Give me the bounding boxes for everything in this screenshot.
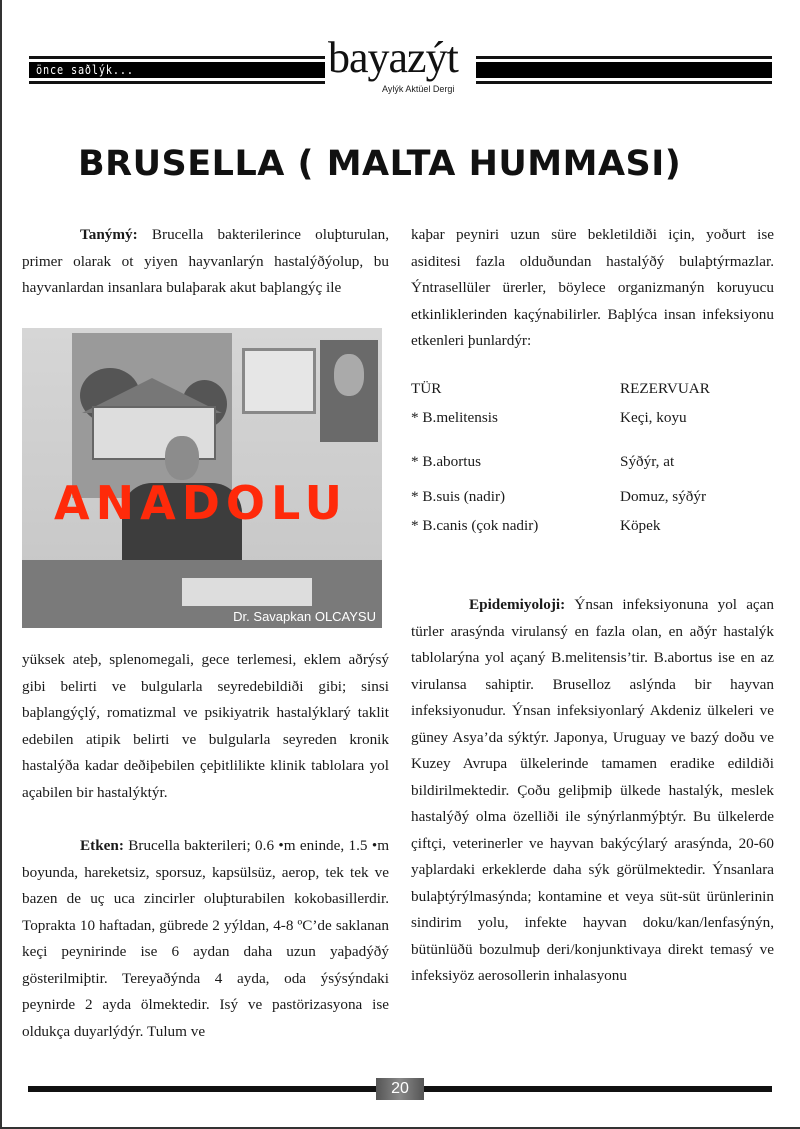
- right-intro-paragraph: kaþar peyniri uzun süre bekletildiði için, yoðurt ise asiditesi fazla olduðundan hastalýðý bulaþtýrmazlar. Ýntrasellüler ürerler, böylece organizmanýn koruyucu etkinliklerinden kaçýnabilirler. Baþlýca insan infeksiyonu etkenleri þunlardýr:: [411, 226, 774, 349]
- etken-paragraph: [22, 833, 389, 1045]
- header-rule: [476, 56, 772, 59]
- epidemiology-text: Ýnsan infeksiyonuna yol açan türler arasýnda virulansý en fazla olan, en aðýr hastalýk tablolarýna yol açaný B.melitensis’tir. B.abortus ise en az virulansa sahiptir. Bruselloz aslýnda bir hayvan infeksiyonudur. Ýnsan infeksiyonlarý Akdeniz ülkeleri ve güney Asya’da sýktýr. Japonya, Uruguay ve bazý doðu ve Kuzey Avrupa ülkelerinde tamamen eradike edildiði bildirilmektedir. Çoðu geliþmiþ ülkede hastalýk, meslek hastalýðý olma özelliði ile sýnýrlanmýþtýr. Bu ülkelerde çiftçi, veterinerler ve hayvan bakýcýlarý arasýnda, 20-60 yaþlardaki erkeklerde daha sýk görülmektedir. Ýnsanlara bulaþtýrýlmasýnda; kontamine et veya süt-süt ürünlerinin sindirim yolu, infekte hayvan doku/kan/lenfasýnýn, bütünlüðü bozulmuþ deri/konjunktivaya direkt temasý ve infeksiyöz aerosollerin inhalasyonu: [411, 596, 775, 984]
- magazine-subtitle: Aylýk Aktüel Dergi: [382, 84, 455, 94]
- epidemiology-paragraph: [411, 592, 774, 990]
- header-rule: [29, 56, 325, 59]
- reservoir-cell: Sýðýr, at: [620, 453, 675, 470]
- reservoir-cell: Domuz, sýðýr: [620, 488, 707, 505]
- definition-label: Tanýmý:: [80, 226, 138, 243]
- magazine-logo: bayazýt: [328, 33, 458, 82]
- table-row: [411, 515, 781, 537]
- header-rule: [29, 81, 325, 84]
- definition-continued: yüksek ateþ, splenomegali, gece terlemesi, eklem aðrýsý gibi belirti ve bulgularla seyredebildiði gibi; sinsi baþlangýçlý, romatizmal ve psikiyatrik hastalýklarý taklit edebilen atipik belirti ve bulgularla seyreden kronik hastalýða kadar deðiþebilen çeþitlilikte klinik tablolara yol açabilen bir hastalýktýr.: [22, 651, 389, 801]
- header-reservoir: REZERVUAR: [620, 380, 710, 397]
- reservoir-cell: Keçi, koyu: [620, 409, 687, 426]
- anadolu-watermark: ANADOLU: [54, 476, 349, 530]
- header-rule: [476, 81, 772, 84]
- table-row: [411, 407, 781, 429]
- footer-rule-right: [424, 1086, 772, 1092]
- photo-caption: Dr. Savapkan OLCAYSU: [233, 609, 376, 624]
- definition-text: Brucella bakterilerince oluþturulan, primer olarak ot yiyen hayvanlarýn hastalýðýolup, bu hayvanlardan insanlara bulaþarak akut baþlangýç ile: [22, 226, 389, 296]
- header-species: TÜR: [411, 380, 442, 397]
- etken-text: Brucella bakterileri; 0.6 •m eninde, 1.5 •m boyunda, hareketsiz, sporsuz, kapsülsüz, aerop, tek tek ve bazen de uç uca zincirler oluþturabilen kokobasillerdir. Toprakta 10 haftadan, gübrede 2 yýldan, 4-8 ºC’de saklanan keçi peynirinde ise 6 aydan daha uzun yaþadýðý gösterilmiþtir. Tereyaðýnda 4 ayda, oda ýsýsýndaki peynirde 2 ayda ölmektedir. Isý ve pastörizasyona ise oldukça duyarlýdýr. Tulum ve: [22, 837, 390, 1040]
- species-cell: * B.abortus: [411, 453, 482, 470]
- doctor-photo: [22, 328, 382, 628]
- table-row: [411, 451, 781, 473]
- page-number: 20: [376, 1078, 424, 1100]
- species-cell: * B.suis (nadir): [411, 488, 506, 505]
- definition-paragraph: [22, 222, 389, 302]
- header-bar-right: [476, 62, 772, 78]
- footer-rule-left: [28, 1086, 376, 1092]
- species-cell: * B.melitensis: [411, 409, 498, 426]
- reservoir-cell: Köpek: [620, 517, 661, 534]
- etken-label: Etken:: [80, 837, 124, 854]
- epidemiology-label: Epidemiyoloji:: [469, 596, 566, 613]
- framed-certificate: [242, 348, 316, 414]
- table-header-row: [411, 378, 781, 400]
- page-border-left: [0, 0, 2, 1129]
- table-row: [411, 486, 781, 508]
- section-tag: önce saðlýk...: [36, 63, 134, 77]
- article-title: BRUSELLA ( MALTA HUMMASI): [78, 144, 682, 184]
- species-cell: * B.canis (çok nadir): [411, 517, 539, 534]
- species-table: [411, 378, 781, 548]
